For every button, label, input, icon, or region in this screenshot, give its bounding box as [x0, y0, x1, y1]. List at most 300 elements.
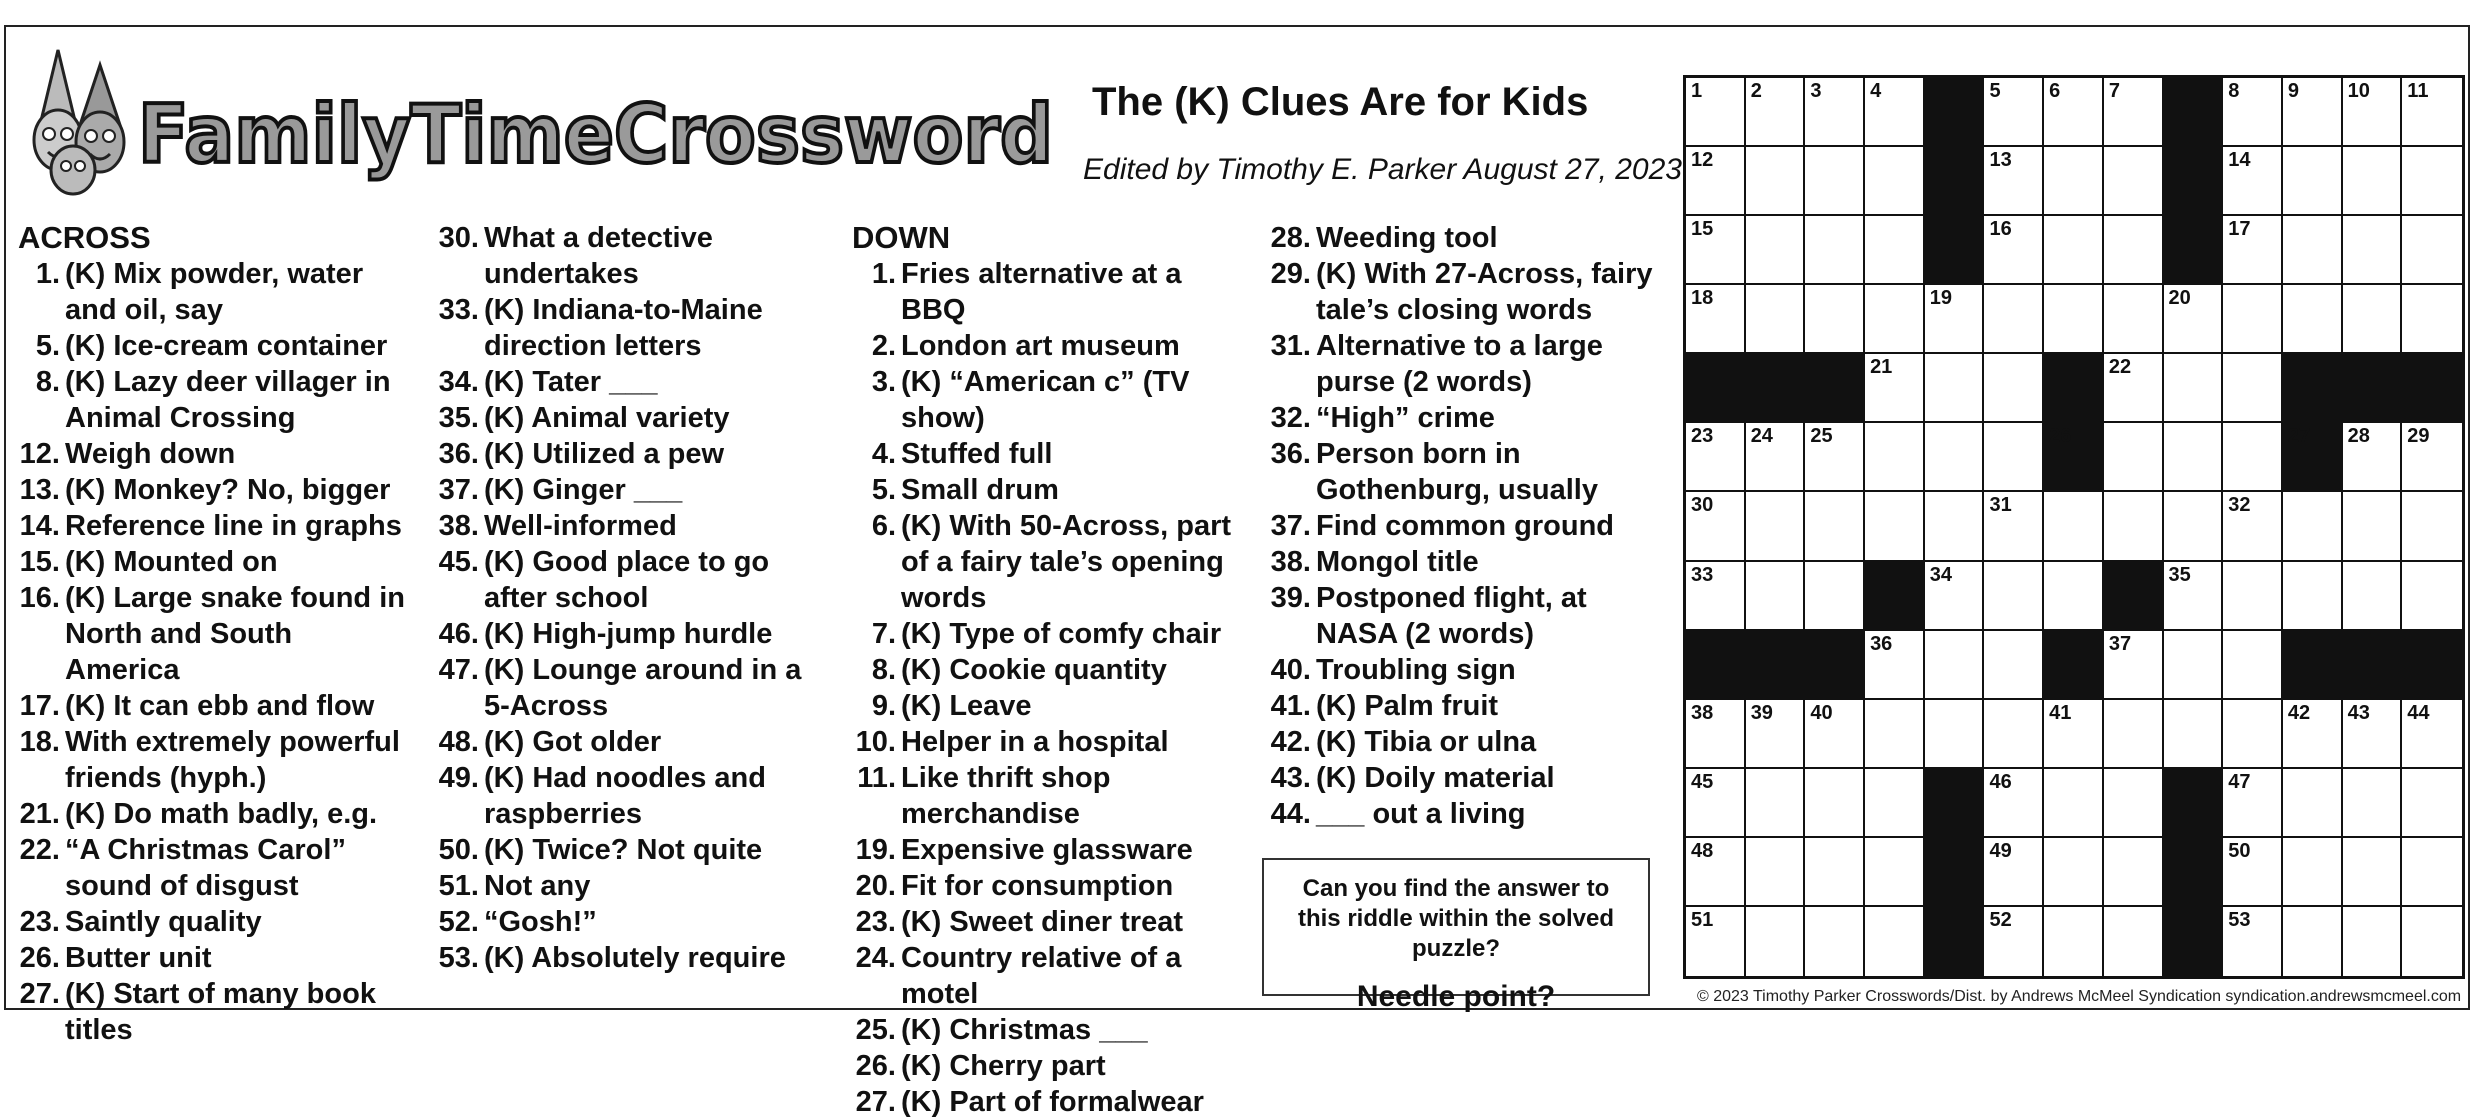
grid-cell[interactable]	[2343, 423, 2403, 492]
grid-cell[interactable]	[2104, 423, 2164, 492]
clue-text: Troubling sign	[1316, 654, 1516, 686]
clue-text: (K) Ginger ___	[484, 474, 683, 506]
clue-number: 48.	[438, 726, 479, 758]
grid-cell[interactable]	[2104, 907, 2164, 976]
grid-cell[interactable]	[1686, 492, 1746, 561]
clue-number: 26.	[19, 942, 60, 974]
clue-text: Postponed flight, at NASA (2 words)	[1316, 582, 1587, 650]
grid-cell[interactable]	[2223, 147, 2283, 216]
grid-cell[interactable]	[1805, 769, 1865, 838]
grid-cell[interactable]	[2164, 354, 2224, 423]
riddle-question: Can you find the answer to this riddle within the solved puzzle?	[1297, 875, 1615, 962]
clue-text: Fit for consumption	[901, 870, 1174, 902]
clue	[18, 436, 413, 472]
grid-cell[interactable]	[1984, 423, 2044, 492]
riddle-box	[1262, 858, 1650, 1013]
clue-number: 18.	[19, 726, 60, 758]
grid-cell[interactable]	[2343, 838, 2403, 907]
grid-cell[interactable]	[2283, 838, 2343, 907]
cell-number: 28	[2347, 425, 2370, 448]
clue-number: 5.	[35, 330, 60, 362]
grid-cell-black	[2164, 216, 2224, 285]
clue-text: (K) Lounge around in a 5-Across	[484, 654, 802, 722]
grid-cell-black	[2044, 631, 2104, 700]
grid-cell[interactable]	[2223, 562, 2283, 631]
clue-number: 49.	[438, 762, 479, 794]
clue-text: (K) Mix powder, water and oil, say	[65, 258, 364, 326]
grid-cell-black	[1865, 562, 1925, 631]
grid-cell[interactable]	[1865, 285, 1925, 354]
grid-cell[interactable]	[1746, 838, 1806, 907]
grid-cell-black	[1805, 354, 1865, 423]
clue-text: (K) Good place to go after school	[484, 546, 770, 614]
clue-number: 23.	[855, 906, 896, 938]
grid-cell[interactable]	[1746, 216, 1806, 285]
grid-cell[interactable]	[1746, 700, 1806, 769]
clue-text: (K) Mounted on	[65, 546, 278, 578]
grid-cell[interactable]	[2343, 285, 2403, 354]
clue-number: 45.	[438, 546, 479, 578]
cell-number: 34	[1929, 563, 1953, 586]
clue-text: Like thrift shop merchandise	[901, 762, 1111, 830]
clue-text: Person born in Gothenburg, usually	[1316, 438, 1598, 506]
grid-cell-black	[1925, 838, 1985, 907]
clue-number: 10.	[855, 726, 896, 758]
cell-number: 8	[2228, 80, 2240, 102]
grid-cell[interactable]	[1805, 216, 1865, 285]
cell-number: 31	[1989, 494, 2012, 517]
clue	[1267, 328, 1667, 400]
grid-cell[interactable]	[2283, 562, 2343, 631]
grid-cell[interactable]	[1925, 285, 1985, 354]
grid-cell[interactable]	[2044, 492, 2104, 561]
grid-cell[interactable]	[1925, 631, 1985, 700]
grid-cell[interactable]	[2104, 216, 2164, 285]
grid-cell[interactable]	[2164, 492, 2224, 561]
clue-number: 34.	[438, 366, 479, 398]
clue	[1267, 688, 1667, 724]
grid-cell[interactable]	[2283, 78, 2343, 147]
clue-text: (K) It can ebb and flow	[65, 690, 375, 722]
grid-cell[interactable]	[1865, 216, 1925, 285]
grid-cell[interactable]	[1805, 147, 1865, 216]
grid-cell[interactable]	[2104, 285, 2164, 354]
grid-cell[interactable]	[2223, 700, 2283, 769]
grid-cell[interactable]	[2402, 216, 2462, 285]
grid-cell[interactable]	[2283, 147, 2343, 216]
grid-cell[interactable]	[1984, 492, 2044, 561]
clue-text: Butter unit	[65, 942, 212, 974]
grid-cell[interactable]	[1865, 147, 1925, 216]
clue	[852, 1048, 1247, 1084]
grid-cell[interactable]	[1925, 562, 1985, 631]
grid-cell[interactable]	[2223, 285, 2283, 354]
grid-cell[interactable]	[1686, 285, 1746, 354]
grid-cell[interactable]	[2104, 492, 2164, 561]
clue	[1267, 544, 1667, 580]
grid-cell[interactable]	[1746, 285, 1806, 354]
grid-cell[interactable]	[1686, 423, 1746, 492]
grid-cell[interactable]	[2343, 492, 2403, 561]
subtitle: The (K) Clues Are for Kids	[1092, 80, 1589, 124]
grid-cell[interactable]	[1746, 423, 1806, 492]
grid-cell[interactable]	[2104, 354, 2164, 423]
clue	[852, 1012, 1247, 1048]
clue-text: (K) Ice-cream container	[65, 330, 388, 362]
grid-cell-black	[1805, 631, 1865, 700]
clue	[18, 904, 413, 940]
grid-cell[interactable]	[2402, 423, 2462, 492]
grid-cell[interactable]	[1686, 907, 1746, 976]
clue-number: 29.	[1270, 258, 1311, 290]
clue	[435, 832, 830, 868]
grid-cell[interactable]	[1686, 78, 1746, 147]
grid-cell[interactable]	[1746, 492, 1806, 561]
clue	[1267, 724, 1667, 760]
grid-cell[interactable]	[1925, 354, 1985, 423]
clue	[18, 580, 413, 688]
clue	[435, 292, 830, 364]
cell-number: 40	[1810, 701, 1833, 724]
clue	[1267, 760, 1667, 796]
grid-cell[interactable]	[2044, 769, 2104, 838]
grid-cell[interactable]	[2044, 285, 2104, 354]
grid-cell[interactable]	[1984, 907, 2044, 976]
clue	[852, 364, 1247, 436]
clue-number: 35.	[438, 402, 479, 434]
cell-number: 7	[2108, 80, 2120, 102]
clue	[852, 868, 1247, 904]
cell-number: 53	[2228, 908, 2251, 931]
grid-cell[interactable]	[2223, 907, 2283, 976]
grid-cell-black	[1925, 78, 1985, 147]
clue	[1267, 220, 1667, 256]
grid-cell-black	[2164, 769, 2224, 838]
clue	[852, 616, 1247, 652]
grid-cell[interactable]	[2283, 769, 2343, 838]
grid-cell[interactable]	[1865, 423, 1925, 492]
cell-number: 12	[1691, 149, 1714, 172]
grid-cell[interactable]	[2343, 769, 2403, 838]
clue-text: Stuffed full	[901, 438, 1053, 470]
clue	[18, 940, 413, 976]
clue-number: 21.	[19, 798, 60, 830]
clue	[18, 796, 413, 832]
grid-cell[interactable]	[2402, 562, 2462, 631]
cell-number: 52	[1989, 908, 2012, 931]
cell-number: 41	[2049, 701, 2072, 724]
grid-cell[interactable]	[1865, 354, 1925, 423]
clue-number: 33.	[438, 294, 479, 326]
grid-cell[interactable]	[2044, 216, 2104, 285]
grid-cell[interactable]	[2402, 700, 2462, 769]
clue-number: 27.	[19, 978, 60, 1010]
grid-cell[interactable]	[2104, 700, 2164, 769]
cell-number: 36	[1870, 632, 1893, 655]
grid-cell[interactable]	[1746, 147, 1806, 216]
cell-number: 4	[1870, 80, 1882, 102]
grid-cell[interactable]	[2044, 700, 2104, 769]
grid-cell[interactable]	[2223, 631, 2283, 700]
grid-cell[interactable]	[1686, 216, 1746, 285]
grid-cell-black	[1925, 769, 1985, 838]
grid-cell[interactable]	[2343, 700, 2403, 769]
grid-cell[interactable]	[1984, 216, 2044, 285]
cell-number: 47	[2228, 770, 2251, 793]
cell-number: 39	[1750, 701, 1773, 724]
grid-cell[interactable]	[2223, 423, 2283, 492]
cell-number: 19	[1929, 287, 1953, 310]
grid-cell[interactable]	[2223, 354, 2283, 423]
grid-cell[interactable]	[1984, 700, 2044, 769]
grid-cell[interactable]	[1805, 907, 1865, 976]
clue-text: Weeding tool	[1316, 222, 1498, 254]
grid-cell[interactable]	[1686, 838, 1746, 907]
clue	[18, 472, 413, 508]
grid-cell[interactable]	[2223, 216, 2283, 285]
clue-text: (K) Absolutely require	[484, 942, 786, 974]
grid-cell[interactable]	[1805, 423, 1865, 492]
clue-number: 52.	[438, 906, 479, 938]
grid-cell[interactable]	[2283, 700, 2343, 769]
cell-number: 49	[1989, 839, 2012, 862]
cell-number: 1	[1691, 80, 1703, 102]
grid-cell[interactable]	[1865, 838, 1925, 907]
grid-cell[interactable]	[1686, 769, 1746, 838]
grid-cell[interactable]	[2402, 838, 2462, 907]
grid-cell[interactable]	[1865, 907, 1925, 976]
cell-number: 46	[1989, 770, 2012, 793]
cell-number: 42	[2287, 701, 2311, 724]
grid-cell[interactable]	[2283, 907, 2343, 976]
grid-cell[interactable]	[2044, 838, 2104, 907]
clue	[852, 1084, 1247, 1120]
cell-number: 17	[2228, 218, 2251, 241]
grid-cell[interactable]	[1805, 700, 1865, 769]
cell-number: 24	[1750, 425, 1773, 448]
grid-cell[interactable]	[2343, 216, 2403, 285]
across-heading: ACROSS	[18, 220, 151, 255]
clue-number: 12.	[19, 438, 60, 470]
clue-text: (K) Start of many book titles	[65, 978, 376, 1046]
clue	[18, 328, 413, 364]
cell-number: 33	[1691, 563, 1714, 586]
clue-number: 14.	[19, 510, 60, 542]
clue	[1267, 436, 1667, 508]
clue-number: 50.	[438, 834, 479, 866]
clue	[852, 832, 1247, 868]
cell-number: 27	[2287, 425, 2311, 448]
grid-cell[interactable]	[1805, 492, 1865, 561]
clue-text: Fries alternative at a BBQ	[901, 258, 1182, 326]
clue-text: (K) Palm fruit	[1316, 690, 1499, 722]
grid-cell-black	[2164, 838, 2224, 907]
grid-cell[interactable]	[2044, 562, 2104, 631]
grid-cell[interactable]	[2104, 147, 2164, 216]
clue	[852, 436, 1247, 472]
clue	[435, 364, 830, 400]
grid-cell[interactable]	[2223, 492, 2283, 561]
grid-cell[interactable]	[2402, 907, 2462, 976]
clue	[852, 652, 1247, 688]
grid-cell[interactable]	[2164, 700, 2224, 769]
grid-cell[interactable]	[2402, 769, 2462, 838]
grid-cell[interactable]	[2044, 147, 2104, 216]
clue-number: 2.	[871, 330, 896, 362]
grid-cell[interactable]	[2343, 562, 2403, 631]
clue	[435, 220, 830, 292]
grid-cell[interactable]	[1805, 562, 1865, 631]
clue-text: (K) Sweet diner treat	[901, 906, 1183, 938]
cell-number: 2	[1750, 80, 1762, 102]
clue-number: 53.	[438, 942, 479, 974]
grid-cell[interactable]	[1984, 354, 2044, 423]
clue-text: London art museum	[901, 330, 1180, 362]
clue-number: 20.	[855, 870, 896, 902]
grid-cell[interactable]	[2283, 285, 2343, 354]
clue-text: Weigh down	[65, 438, 236, 470]
grid-cell[interactable]	[1805, 285, 1865, 354]
grid-cell[interactable]	[2402, 78, 2462, 147]
grid-cell[interactable]	[1686, 562, 1746, 631]
clue-text: Saintly quality	[65, 906, 262, 938]
clue	[1267, 256, 1667, 328]
clue-number: 38.	[1270, 546, 1311, 578]
grid-cell[interactable]	[2283, 492, 2343, 561]
clue-text: (K) Do math badly, e.g.	[65, 798, 378, 830]
grid-cell[interactable]	[2402, 285, 2462, 354]
grid-cell[interactable]	[1984, 769, 2044, 838]
clue	[435, 400, 830, 436]
grid-cell[interactable]	[1984, 78, 2044, 147]
grid-cell[interactable]	[1805, 78, 1865, 147]
clue	[852, 508, 1247, 616]
grid-cell[interactable]	[1686, 147, 1746, 216]
clue-text: Expensive glassware	[901, 834, 1193, 866]
grid-cell[interactable]	[1925, 423, 1985, 492]
grid-cell[interactable]	[1984, 147, 2044, 216]
grid-cell[interactable]	[2343, 78, 2403, 147]
clue	[1267, 580, 1667, 652]
grid-cell[interactable]	[1686, 700, 1746, 769]
cell-number: 43	[2347, 701, 2370, 724]
grid-cell[interactable]	[1984, 838, 2044, 907]
clue	[435, 508, 830, 544]
grid-cell[interactable]	[1925, 492, 1985, 561]
grid-cell[interactable]	[2283, 216, 2343, 285]
clue-number: 42.	[1270, 726, 1311, 758]
grid-cell[interactable]	[2223, 78, 2283, 147]
cell-number: 20	[2168, 287, 2191, 310]
grid-cell-black	[1925, 907, 1985, 976]
clue-number: 1.	[871, 258, 896, 290]
grid-cell-black	[2343, 354, 2403, 423]
clue	[18, 832, 413, 904]
grid-cell[interactable]	[2343, 907, 2403, 976]
clue-number: 47.	[438, 654, 479, 686]
grid-cell[interactable]	[2044, 907, 2104, 976]
cell-number: 6	[2049, 80, 2061, 102]
clue	[18, 256, 413, 328]
across-clues-column-1	[18, 220, 413, 1048]
cell-number: 45	[1691, 770, 1714, 793]
clue-number: 46.	[438, 618, 479, 650]
grid-cell[interactable]	[1746, 769, 1806, 838]
grid-cell[interactable]	[2104, 769, 2164, 838]
grid-cell-black	[2044, 354, 2104, 423]
clue-text: (K) Utilized a pew	[484, 438, 725, 470]
grid-cell[interactable]	[2104, 78, 2164, 147]
clue-number: 30.	[438, 222, 479, 254]
grid-cell[interactable]	[1865, 78, 1925, 147]
clue	[435, 472, 830, 508]
clue	[852, 328, 1247, 364]
clue	[18, 544, 413, 580]
clue-text: Helper in a hospital	[901, 726, 1169, 758]
clue-number: 11.	[857, 762, 896, 794]
clue-number: 16.	[19, 582, 60, 614]
grid-cell[interactable]	[1746, 562, 1806, 631]
cell-number: 21	[1870, 356, 1893, 379]
across-clues-column-2	[435, 220, 830, 976]
grid-cell[interactable]	[2164, 631, 2224, 700]
grid-cell[interactable]	[2104, 838, 2164, 907]
grid-cell[interactable]	[2402, 492, 2462, 561]
grid-cell[interactable]	[2164, 285, 2224, 354]
clue	[852, 940, 1247, 1012]
grid-cell[interactable]	[1925, 700, 1985, 769]
grid-cell[interactable]	[2402, 147, 2462, 216]
grid-cell[interactable]	[1865, 631, 1925, 700]
grid-cell-black	[2402, 354, 2462, 423]
clue-text: (K) Cookie quantity	[901, 654, 1167, 686]
grid-cell[interactable]	[2104, 631, 2164, 700]
grid-cell[interactable]	[2223, 838, 2283, 907]
grid-cell[interactable]	[1865, 492, 1925, 561]
clue-number: 19.	[855, 834, 896, 866]
clue-text: (K) Tater ___	[484, 366, 658, 398]
grid-cell[interactable]	[2343, 147, 2403, 216]
grid-cell-black	[2283, 631, 2343, 700]
cell-number: 32	[2228, 494, 2251, 517]
grid-cell[interactable]	[1746, 78, 1806, 147]
grid-cell[interactable]	[2044, 78, 2104, 147]
clue-text: (K) Monkey? No, bigger	[65, 474, 391, 506]
clue-text: (K) Had noodles and raspberries	[484, 762, 766, 830]
clue-text: (K) Christmas ___	[901, 1014, 1148, 1046]
grid-cell[interactable]	[2164, 562, 2224, 631]
grid-cell[interactable]	[1865, 769, 1925, 838]
grid-cell[interactable]	[1984, 285, 2044, 354]
grid-cell[interactable]	[1984, 562, 2044, 631]
clue-text: (K) With 27-Across, fairy tale’s closing words	[1316, 258, 1653, 326]
grid-cell[interactable]	[1865, 700, 1925, 769]
cell-number: 10	[2347, 80, 2370, 102]
clue-number: 40.	[1270, 654, 1311, 686]
clue-number: 13.	[19, 474, 60, 506]
grid-cell[interactable]	[2164, 423, 2224, 492]
clue-text: (K) Twice? Not quite	[484, 834, 763, 866]
grid-cell[interactable]	[1805, 838, 1865, 907]
grid-cell[interactable]	[1746, 907, 1806, 976]
grid-cell-black	[1925, 147, 1985, 216]
clue-number: 44.	[1270, 798, 1311, 830]
clue-number: 31.	[1270, 330, 1311, 362]
clue-text: Not any	[484, 870, 591, 902]
clue	[435, 868, 830, 904]
grid-cell[interactable]	[1984, 631, 2044, 700]
grid-cell[interactable]	[2223, 769, 2283, 838]
